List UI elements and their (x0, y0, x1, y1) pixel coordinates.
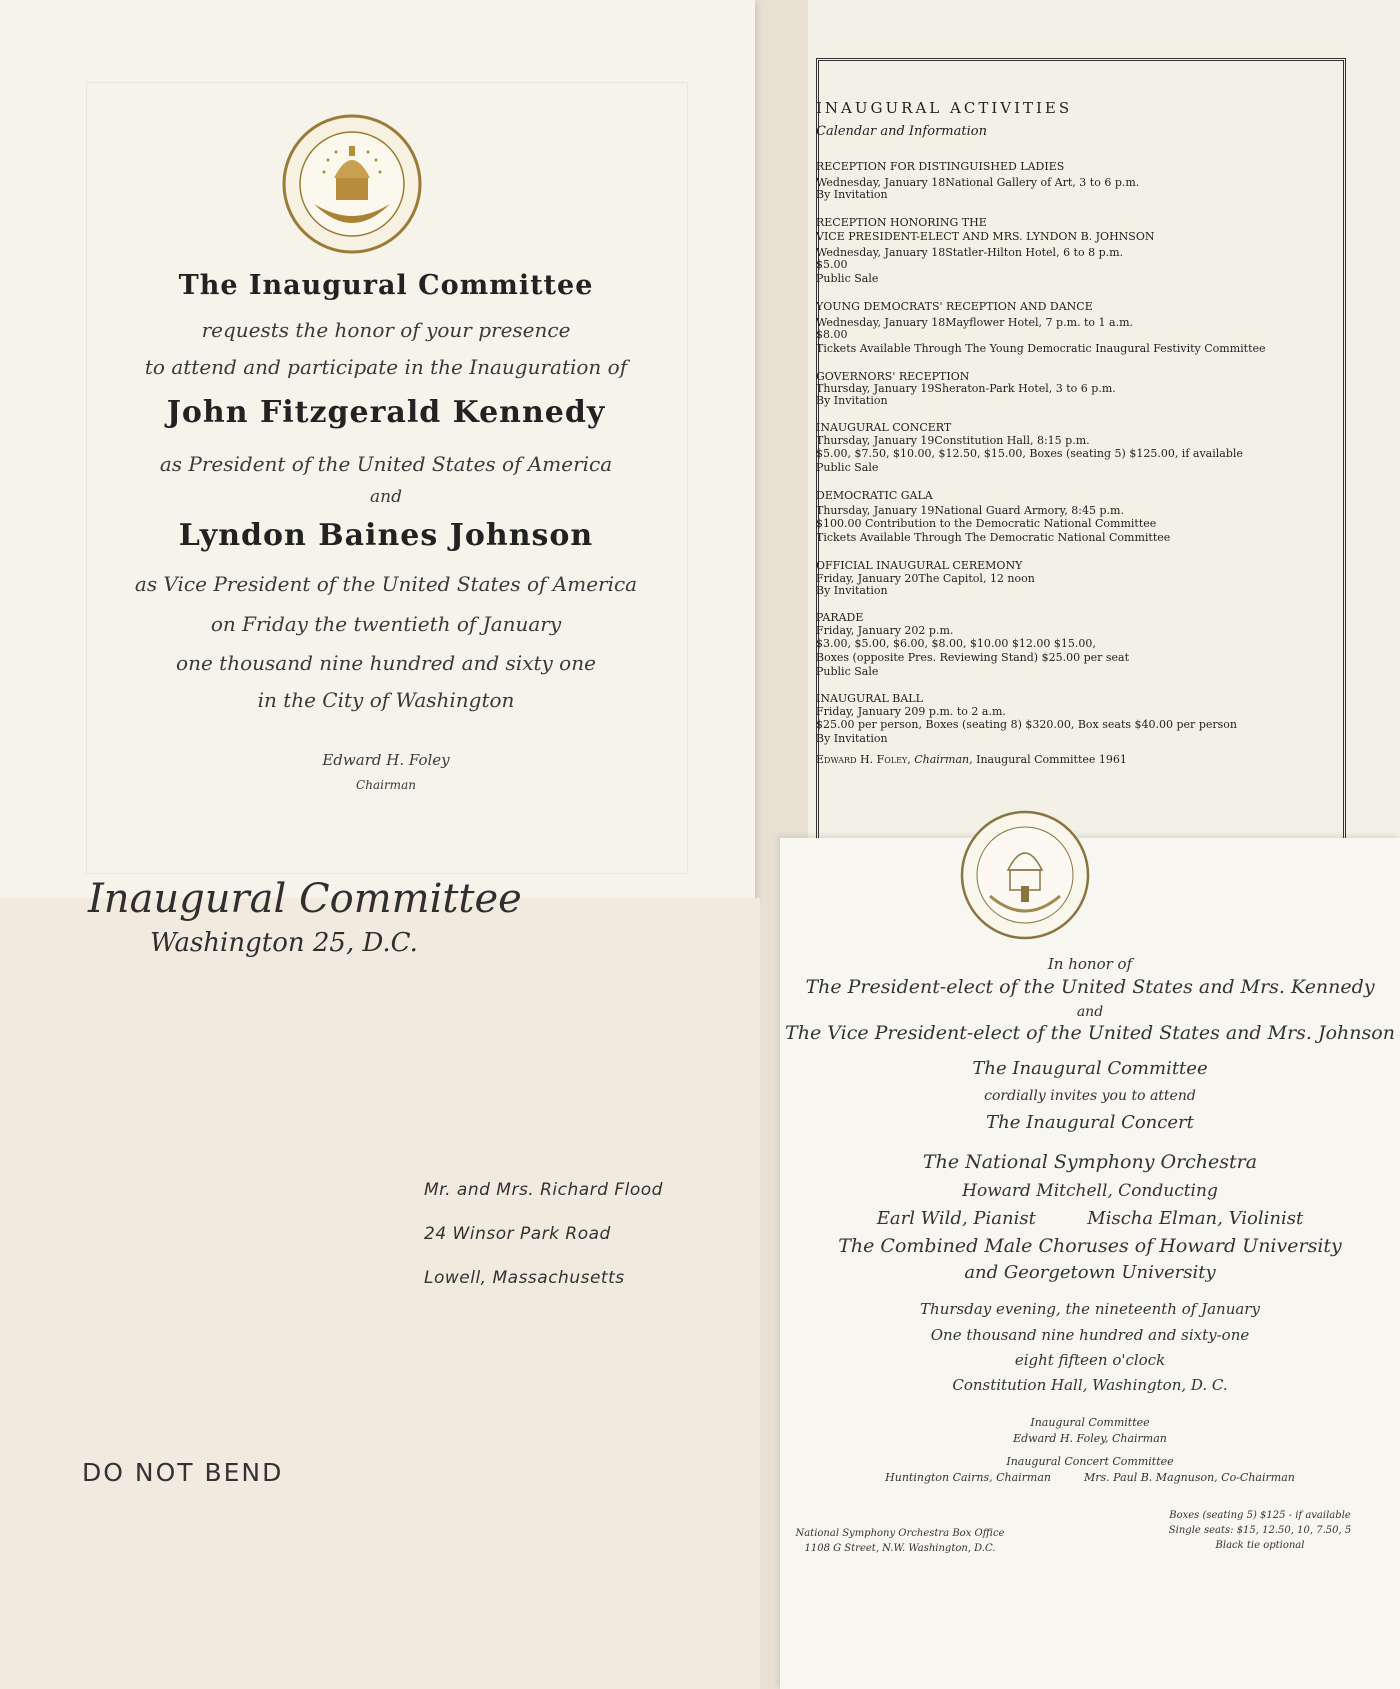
event-title: YOUNG DEMOCRATS' RECEPTION AND DANCE (816, 300, 1093, 313)
invitation-line: to attend and participate in the Inauguration of (144, 355, 628, 379)
box-office-name: National Symphony Orchestra Box Office (795, 1528, 1005, 1539)
inaugural-activities-card (808, 0, 1400, 840)
event-row (816, 624, 1346, 637)
event-detail: Tickets Available Through The Democratic National Committee (816, 531, 1171, 544)
activities-subtitle: Calendar and Information (816, 124, 987, 139)
event-place: 2 p.m. (918, 624, 954, 637)
committee-line: Inaugural Concert Committee (1006, 1455, 1174, 1468)
event-detail: By Invitation (816, 394, 888, 407)
activities-title: INAUGURAL ACTIVITIES (816, 99, 1073, 117)
do-not-bend-notice: DO NOT BEND (82, 1458, 284, 1487)
event-row (816, 434, 1346, 447)
event-detail: $25.00 per person, Boxes (seating 8) $320.00, Box seats $40.00 per person (816, 718, 1237, 731)
invitation-signature: Edward H. Foley (322, 751, 450, 769)
activities-footer (816, 753, 1346, 766)
concert-line: eight fifteen o'clock (1014, 1351, 1166, 1369)
event-title: GOVERNORS' RECEPTION (816, 370, 970, 383)
event-detail: $5.00, $7.50, $10.00, $12.50, $15.00, Boxes (seating 5) $125.00, if available (816, 447, 1243, 460)
event-place: The Capitol, 12 noon (918, 572, 1035, 585)
recipient-street: 24 Winsor Park Road (424, 1224, 611, 1244)
inauguration-invitation (0, 0, 755, 905)
box-office-address: 1108 G Street, N.W. Washington, D.C. (804, 1543, 996, 1554)
invitation-and: and (370, 487, 402, 507)
event-date: Wednesday, January 18 (816, 316, 946, 329)
vice-president-name: Lyndon Baines Johnson (178, 518, 594, 553)
event-date: Friday, January 20 (816, 705, 919, 718)
event-detail: By Invitation (816, 732, 888, 745)
return-address-city: Washington 25, D.C. (150, 928, 418, 958)
recipient-city: Lowell, Massachusetts (424, 1268, 625, 1288)
concert-line: Howard Mitchell, Conducting (962, 1181, 1218, 1201)
event-place: Statler-Hilton Hotel, 6 to 8 p.m. (945, 246, 1124, 259)
event-detail: Public Sale (816, 665, 879, 678)
event-place: Constitution Hall, 8:15 p.m. (934, 434, 1090, 447)
footer-role: Chairman, (914, 753, 973, 766)
event-row (816, 504, 1346, 517)
event-title: OFFICIAL INAUGURAL CEREMONY (816, 559, 1023, 572)
event-title: PARADE (816, 611, 864, 624)
concert-line: cordially invites you to attend (984, 1088, 1196, 1104)
event-place: 9 p.m. to 2 a.m. (918, 705, 1006, 718)
envelope (0, 876, 760, 1689)
event-row (816, 705, 1346, 718)
invitation-line: as President of the United States of America (159, 452, 613, 476)
event-detail: $5.00 (816, 258, 848, 271)
return-address-name: Inaugural Committee (88, 876, 522, 922)
event-detail: $3.00, $5.00, $6.00, $8.00, $10.00 $12.00 $15.00, (816, 637, 1096, 650)
box-price: Boxes (seating 5) $125 - if available (1169, 1510, 1351, 1521)
committee-line: Inaugural Committee (1030, 1416, 1150, 1429)
invitation-signature-title: Chairman (356, 778, 416, 792)
event-place: Mayflower Hotel, 7 p.m. to 1 a.m. (945, 316, 1134, 329)
committee-chairs (780, 1471, 1400, 1484)
committee-heading: The Inaugural Committee (178, 270, 594, 301)
concert-line: and (1076, 1004, 1104, 1020)
inaugural-seal-icon (280, 112, 424, 256)
event-detail: Public Sale (816, 461, 879, 474)
concert-line: In honor of (1047, 955, 1133, 973)
invitation-line: on Friday the twentieth of January (210, 612, 562, 636)
invitation-line: as Vice President of the United States of America (134, 572, 638, 596)
event-detail: By Invitation (816, 188, 888, 201)
ticket-prices (1150, 1510, 1370, 1551)
concert-line: The National Symphony Orchestra (922, 1151, 1258, 1173)
concert-line: One thousand nine hundred and sixty-one (930, 1326, 1250, 1344)
violinist: Mischa Elman, Violinist (1087, 1208, 1304, 1229)
event-place: National Guard Armory, 8:45 p.m. (934, 504, 1124, 517)
inaugural-seal-icon (958, 808, 1092, 942)
event-detail: Public Sale (816, 272, 879, 285)
event-place: National Gallery of Art, 3 to 6 p.m. (945, 176, 1140, 189)
concert-line: and Georgetown University (964, 1262, 1216, 1283)
event-title: RECEPTION HONORING THE (816, 216, 987, 229)
event-date: Thursday, January 19 (816, 434, 935, 447)
recipient-name: Mr. and Mrs. Richard Flood (424, 1180, 663, 1200)
event-title: VICE PRESIDENT-ELECT AND MRS. LYNDON B. JOHNSON (816, 230, 1155, 243)
concert-line: Thursday evening, the nineteenth of January (920, 1300, 1260, 1318)
event-title: DEMOCRATIC GALA (816, 489, 933, 502)
footer-name: Edward H. Foley, (816, 753, 911, 766)
concert-line: The Combined Male Choruses of Howard University (838, 1235, 1342, 1257)
inaugural-concert-invitation (780, 838, 1400, 1689)
co-chairman: Mrs. Paul B. Magnuson, Co-Chairman (1084, 1471, 1295, 1484)
single-seat-prices: Single seats: $15, 12.50, 10, 7.50, 5 (1168, 1525, 1352, 1536)
event-date: Friday, January 20 (816, 624, 919, 637)
concert-performers (780, 1208, 1400, 1229)
event-date: Thursday, January 19 (816, 504, 935, 517)
chairman: Huntington Cairns, Chairman (885, 1471, 1051, 1484)
event-date: Friday, January 20 (816, 572, 919, 585)
invitation-line: one thousand nine hundred and sixty one (176, 651, 596, 675)
event-detail: $8.00 (816, 328, 848, 341)
event-date: Wednesday, January 18 (816, 246, 946, 259)
event-detail: Tickets Available Through The Young Democratic Inaugural Festivity Committee (816, 342, 1266, 355)
box-office-info (790, 1528, 1010, 1554)
concert-line: Constitution Hall, Washington, D. C. (952, 1376, 1228, 1394)
event-date: Thursday, January 19 (816, 382, 935, 395)
event-date: Wednesday, January 18 (816, 176, 946, 189)
event-title: RECEPTION FOR DISTINGUISHED LADIES (816, 160, 1065, 173)
invitation-line: requests the honor of your presence (201, 318, 571, 342)
pianist: Earl Wild, Pianist (876, 1208, 1036, 1229)
concert-line: The President-elect of the United States and Mrs. Kennedy (805, 976, 1375, 998)
concert-line: The Vice President-elect of the United States and Mrs. Johnson (785, 1022, 1395, 1044)
invitation-line: in the City of Washington (257, 688, 515, 712)
president-name: John Fitzgerald Kennedy (166, 395, 606, 430)
event-detail: By Invitation (816, 584, 888, 597)
event-detail: Boxes (opposite Pres. Reviewing Stand) $25.00 per seat (816, 651, 1130, 664)
committee-line: Edward H. Foley, Chairman (1013, 1432, 1167, 1445)
event-detail: $100.00 Contribution to the Democratic National Committee (816, 517, 1157, 530)
concert-title: The Inaugural Concert (986, 1112, 1194, 1133)
footer-org: Inaugural Committee 1961 (976, 753, 1127, 766)
concert-line: The Inaugural Committee (972, 1058, 1208, 1079)
event-title: INAUGURAL BALL (816, 692, 923, 705)
event-title: INAUGURAL CONCERT (816, 421, 952, 434)
dress-code: Black tie optional (1215, 1540, 1305, 1551)
event-place: Sheraton-Park Hotel, 3 to 6 p.m. (934, 382, 1116, 395)
